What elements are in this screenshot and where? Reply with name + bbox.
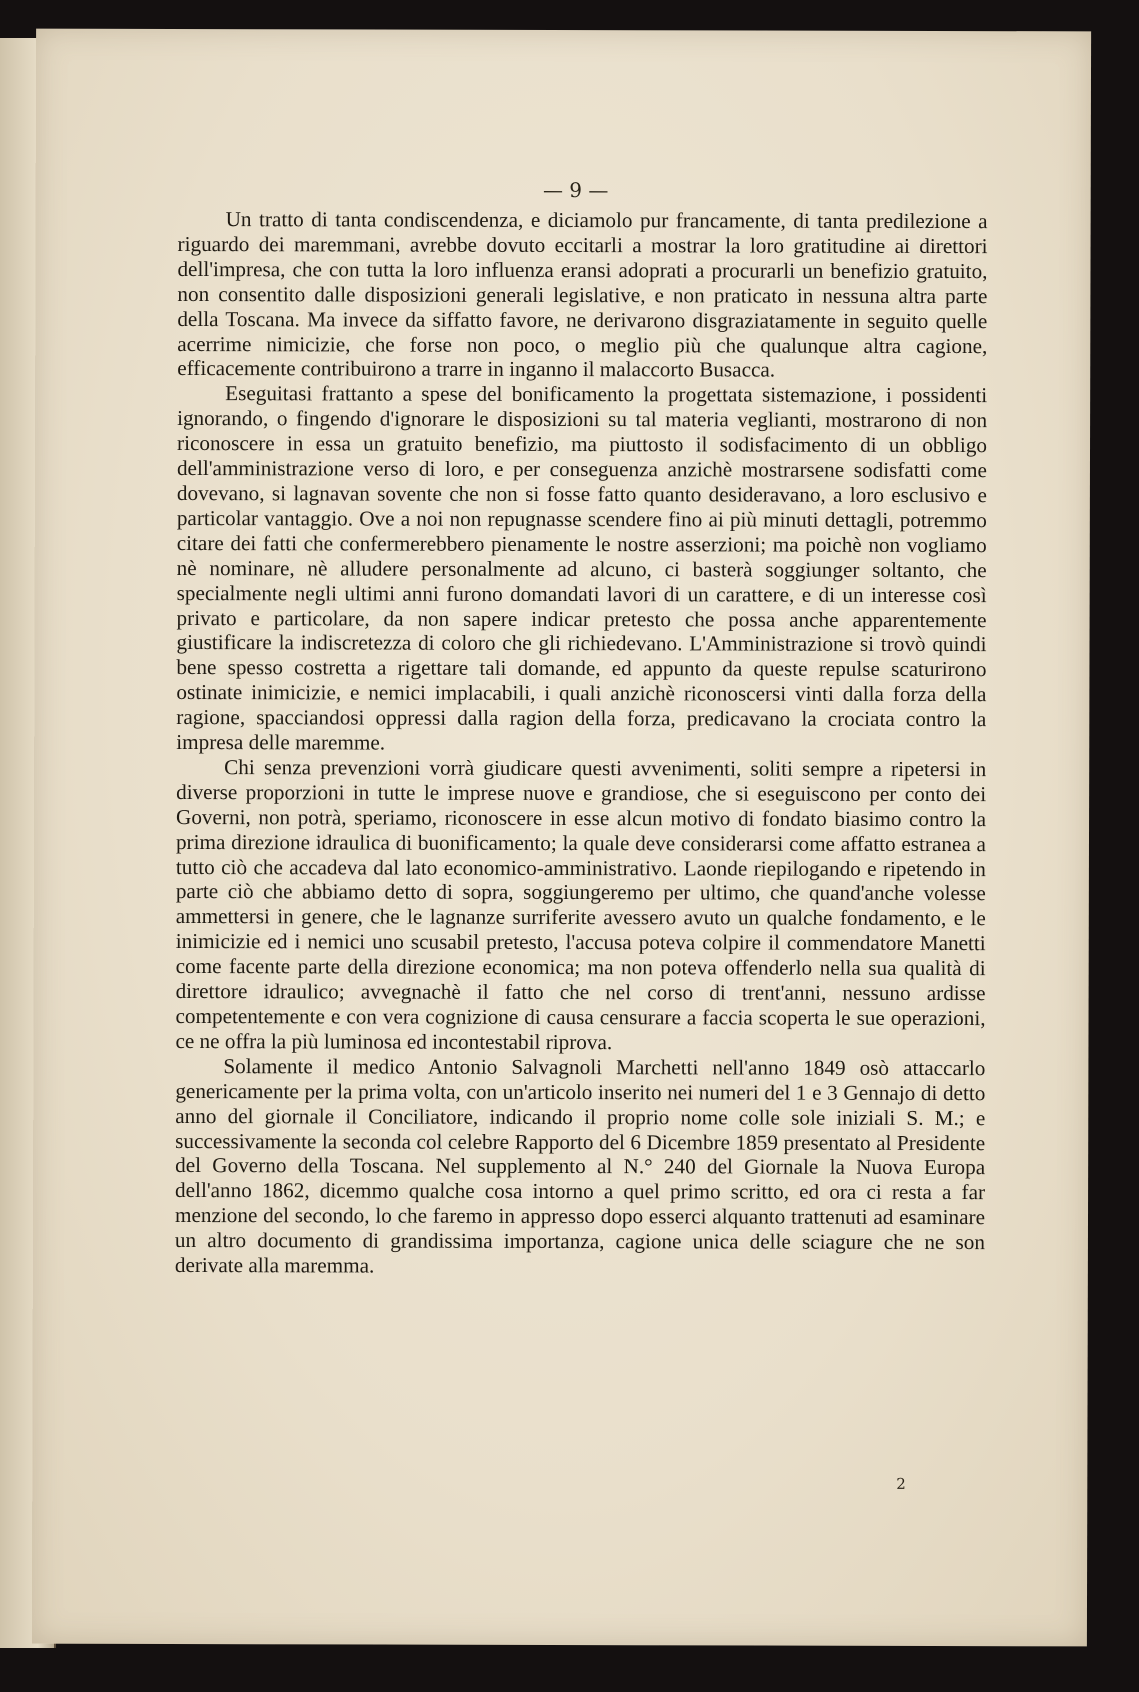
book-page: [32, 29, 1091, 1647]
body-text: [175, 207, 988, 1280]
signature-mark: 2: [896, 1474, 906, 1493]
paragraph: Eseguitasi frattanto a spese del bonificamento la progettata sistemazione, i possidenti ignorando, o fingendo d'ignorare le disposizioni su tal materia veglianti, mostrarono di non riconoscere in essa un gratuito benefizio, ma piuttosto il sodisfacimento di un obbligo dell'amministrazione verso di loro, e per conseguenza anzichè mostrarsene sodisfatti come dovevano, si lagnavan sovente che non si fosse fatto quanto desideravano, a loro esclusivo e particolar vantaggio. Ove a noi non repugnasse scendere fino ai più minuti dettagli, potremmo citare dei fatti che confermerebbero pienamente le nostre asserzioni; ma poichè non vogliamo nè nominare, nè alludere personalmente ad alcuno, ci basterà soggiunger soltanto, che specialmente negli ultimi anni furono domandati lavori di un carattere, e di un interesse così privato e particolare, da non sapere indicar pretesto che possa anche apparentemente giustificare la indiscretezza di coloro che gli richiedevano. L'Amministrazione si trovò quindi bene spesso costretta a rigettare tali domande, ed appunto da queste repulse scaturirono ostinate inimicizie, e nemici implacabili, i quali anzichè riconoscersi vinti dalla forza della ragione, spacciandosi oppressi dalla ragion della forza, predicavano la crociata contro la impresa delle maremme.: [176, 381, 988, 755]
paragraph: Chi senza prevenzioni vorrà giudicare questi avvenimenti, soliti sempre a ripetersi in diverse proporzioni in tutte le imprese nuove e grandiose, che si eseguiscono per conto dei Governi, non potrà, speriamo, riconoscere in esse alcun motivo di fondato biasimo contro la prima direzione idraulica di buonificamento; la quale deve considerarsi come affatto estranea a tutto ciò che accadeva dal lato economico-amministrativo. Laonde riepilogando e ripetendo in parte ciò che abbiamo detto di sopra, soggiungeremo per ultimo, che quand'anche volesse ammettersi in genere, che le lagnanze surriferite avessero avuto un qualche fondamento, e le inimicizie ed i nemici uno scusabil pretesto, l'accusa poteva colpire il commendatore Manetti come facente parte della direzione economica; ma non poteva offenderlo nella sua qualità di direttore idraulico; avvegnachè il fatto che nel corso di trent'anni, nessuno ardisse competentemente e con vera cognizione di causa censurare a faccia scoperta le sue operazioni, ce ne offra la più luminosa ed incontestabil riprova.: [175, 755, 987, 1055]
page-number: — 9 —: [542, 177, 609, 203]
paragraph: Un tratto di tanta condiscendenza, e diciamolo pur francamente, di tanta predilezione a riguardo dei maremmani, avrebbe dovuto eccitarli a mostrar la loro gratitudine ai direttori dell'impresa, che con tutta la loro influenza eransi adoprati a procurarli un benefizio gratuito, non consentito dalle disposizioni generali legislative, e non praticato in nessuna altra parte della Toscana. Ma invece da siffatto favore, ne derivarono disgraziatamente in seguito quelle acerrime nimicizie, che forse non poco, o meglio più che qualunque altra cagione, efficacemente contribuirono a trarre in inganno il malaccorto Busacca.: [177, 207, 988, 382]
paragraph: Solamente il medico Antonio Salvagnoli Marchetti nell'anno 1849 osò attaccarlo genericamente per la prima volta, con un'articolo inserito nei numeri del 1 e 3 Gennajo di detto anno del giornale il Conciliatore, indicando il proprio nome colle sole iniziali S. M.; e successivamente la seconda col celebre Rapporto del 6 Dicembre 1859 presentato al Presidente del Governo della Toscana. Nel supplemento al N.° 240 del Giornale la Nuova Europa dell'anno 1862, dicemmo qualche cosa intorno a quel primo scritto, ed ora ci resta a far menzione del secondo, lo che faremo in appresso dopo esserci alquanto trattenuti ad esaminare un altro documento di grandissima importanza, cagione unica delle sciagure che ne son derivate alla maremma.: [174, 1053, 986, 1278]
